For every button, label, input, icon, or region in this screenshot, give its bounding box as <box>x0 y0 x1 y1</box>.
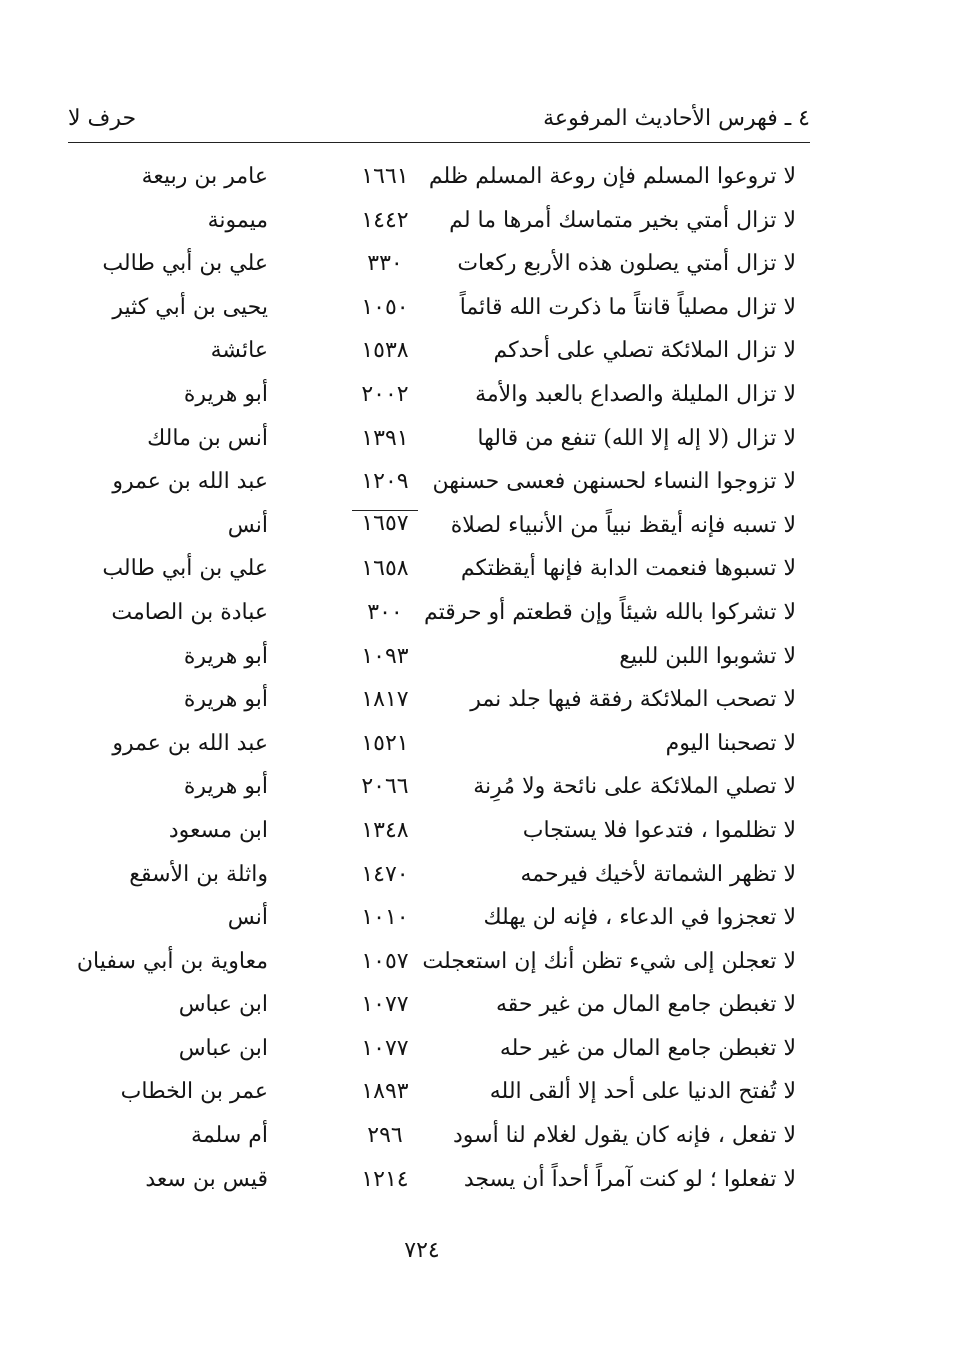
hadith-number: ١٤٧٠ <box>361 861 409 887</box>
index-row <box>0 725 954 769</box>
narrator-name: عبد الله بن عمرو <box>112 730 268 756</box>
narrator-name: عامر بن ربيعة <box>141 164 268 189</box>
hadith-number: ٣٣٠ <box>367 251 403 277</box>
narrator-name: ابن عباس <box>178 992 268 1018</box>
hadith-number: ١٦٦١ <box>361 164 409 189</box>
hadith-text: لا تزال أمتي بخير متماسك أمرها ما لم <box>449 207 796 233</box>
narrator-name: أنس <box>227 512 268 538</box>
hadith-text: لا تزال (لا إله إلا الله) تنفع من قالها <box>477 425 796 451</box>
hadith-text: لا تظلموا ، فتدعوا فلا يستجاب <box>522 817 796 843</box>
hadith-text: لا تصحبنا اليوم <box>665 730 796 756</box>
index-row <box>0 681 954 725</box>
index-row <box>0 463 954 507</box>
hadith-text: لا تصحب الملائكة رفقة فيها جلد نمر <box>470 687 796 713</box>
hadith-number: ١٥٢١ <box>361 730 409 756</box>
index-row <box>0 768 954 812</box>
hadith-text: لا تسبوها فنعمت الدابة فإنها أيقظتكم <box>460 556 796 582</box>
section-title: ٤ ـ فهرس الأحاديث المرفوعة <box>543 106 810 131</box>
narrator-name: علي بن أبي طالب <box>102 556 268 582</box>
hadith-number: ١٠٧٧ <box>361 992 409 1018</box>
hadith-number: ١٦٥٨ <box>361 556 409 582</box>
index-row <box>0 1117 954 1161</box>
page-number: ٧٢٤ <box>404 1238 440 1263</box>
hadith-number: ١٣٩١ <box>361 425 409 451</box>
hadith-text: لا تزوجوا النساء لحسنهن فعسى حسنهن <box>432 469 796 495</box>
index-row <box>0 507 954 551</box>
hadith-number: ١٠٩٣ <box>361 643 409 669</box>
index-row <box>0 245 954 289</box>
hadith-text: لا تغبطن جامع المال من غير حقه <box>495 992 796 1018</box>
hadith-number: ١٤٤٢ <box>361 207 409 233</box>
index-row <box>0 899 954 943</box>
index-row <box>0 986 954 1030</box>
hadith-text: لا تُفتح الدنيا على أحد إلا ألقى الله <box>489 1079 796 1105</box>
narrator-name: قيس بن سعد <box>145 1166 268 1192</box>
index-row <box>0 812 954 856</box>
narrator-name: أبو هريرة <box>183 381 268 407</box>
hadith-text: لا تصلي الملائكة على نائحة ولا مُرِنة <box>473 774 796 800</box>
hadith-text: لا تسبه فإنه أيقظ نبياً من الأنبياء لصلاة <box>450 512 796 538</box>
hadith-text: لا تشركوا بالله شيئاً وإن قطعتم أو حرقتم <box>424 599 796 625</box>
index-row <box>0 594 954 638</box>
narrator-name: أبو هريرة <box>183 643 268 669</box>
narrator-name: أنس <box>227 905 268 931</box>
narrator-name: ابن عباس <box>178 1035 268 1061</box>
hadith-text: لا تفعل ، فإنه كان يقول لغلام لنا أسود <box>452 1123 796 1149</box>
narrator-name: علي بن أبي طالب <box>102 251 268 277</box>
index-row <box>0 856 954 900</box>
narrator-name: واثلة بن الأسقع <box>129 861 268 887</box>
hadith-number: ١٨٩٣ <box>361 1079 409 1105</box>
hadith-text: لا تشوبوا اللبن للبيع <box>619 643 796 669</box>
hadith-text: لا تروعوا المسلم فإن روعة المسلم ظلم <box>428 164 796 189</box>
hadith-text: لا تظهر الشماتة لأخيك فيرحمه <box>520 861 796 887</box>
narrator-name: أم سلمة <box>191 1123 268 1149</box>
index-row <box>0 158 954 202</box>
letter-heading: حرف لا <box>68 106 137 131</box>
header-rule <box>68 142 810 143</box>
index-row <box>0 376 954 420</box>
hadith-number: ١٢١٤ <box>361 1166 409 1192</box>
hadith-number: ٢٩٦ <box>367 1123 403 1149</box>
narrator-name: يحيى بن أبي كثير <box>112 294 268 320</box>
index-row <box>0 550 954 594</box>
hadith-text: لا تعجلن إلى شيء تظن أنك إن استعجلت <box>422 948 796 974</box>
hadith-index-list <box>0 158 954 1204</box>
narrator-name: أبو هريرة <box>183 687 268 713</box>
hadith-number: ٣٠٠ <box>367 599 403 625</box>
hadith-text: لا تزال مصلياً قانتاً ما ذكرت الله قائماً <box>459 294 796 320</box>
narrator-name: ابن مسعود <box>168 817 268 843</box>
narrator-name: ميمونة <box>207 207 268 233</box>
index-row <box>0 202 954 246</box>
narrator-name: عائشة <box>210 338 268 364</box>
hadith-text: لا تزال الملائكة تصلي على أحدكم <box>493 338 796 364</box>
hadith-number: ١٠٥٠ <box>361 294 409 320</box>
narrator-name: عبد الله بن عمرو <box>112 469 268 495</box>
running-header <box>68 100 810 140</box>
index-row <box>0 420 954 464</box>
hadith-number: ١٢٠٩ <box>361 469 409 495</box>
narrator-name: عمر بن الخطاب <box>120 1079 268 1105</box>
narrator-name: أبو هريرة <box>183 774 268 800</box>
hadith-text: لا تغبطن جامع المال من غير حله <box>499 1035 796 1061</box>
index-row <box>0 289 954 333</box>
hadith-text: لا تزال أمتي يصلون هذه الأربع ركعات <box>457 251 796 277</box>
narrator-name: معاوية بن أبي سفيان <box>76 948 268 974</box>
hadith-number: ١٥٣٨ <box>361 338 409 364</box>
index-row <box>0 1073 954 1117</box>
hadith-text: لا تعجزوا في الدعاء ، فإنه لن يهلك <box>483 905 796 931</box>
index-row <box>0 638 954 682</box>
hadith-number: ١٠١٠ <box>361 905 409 931</box>
hadith-text: لا تزال المليلة والصداع بالعبد والأمة <box>475 381 796 407</box>
hadith-number: ٢٠٠٢ <box>361 381 409 407</box>
hadith-number: ١٠٧٧ <box>361 1035 409 1061</box>
index-row <box>0 1030 954 1074</box>
hadith-number: ٢٠٦٦ <box>361 774 409 800</box>
hadith-number: ١٨١٧ <box>361 687 409 713</box>
narrator-name: عبادة بن الصامت <box>111 599 268 625</box>
index-row <box>0 1161 954 1205</box>
hadith-number: ١٣٤٨ <box>361 817 409 843</box>
hadith-text: لا تفعلوا ؛ لو كنت آمراً أحداً أن يسجد <box>463 1166 796 1192</box>
index-row <box>0 332 954 376</box>
index-row <box>0 943 954 987</box>
hadith-number: ١٦٥٧ <box>352 510 418 536</box>
narrator-name: أنس بن مالك <box>147 425 268 451</box>
hadith-number: ١٠٥٧ <box>361 948 409 974</box>
